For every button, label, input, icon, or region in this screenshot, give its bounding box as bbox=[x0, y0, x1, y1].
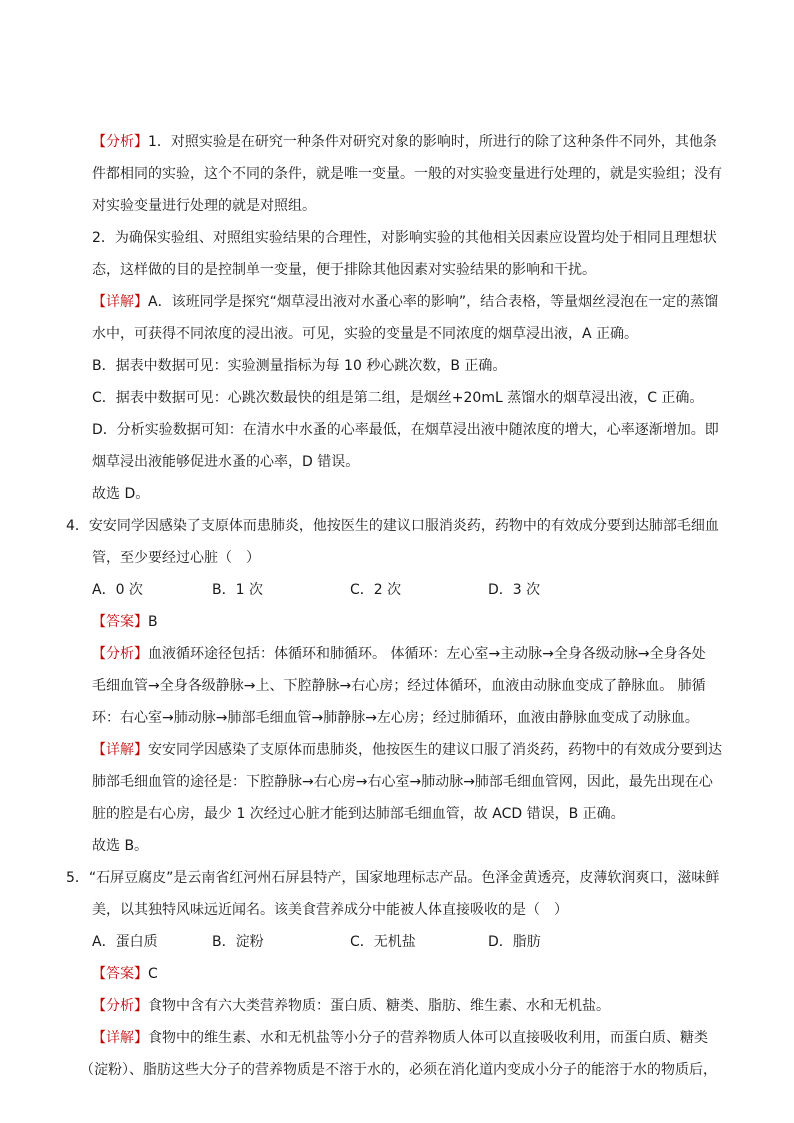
detail-paragraph-line: 【详解】A．该班同学是探究“烟草浸出液对水蚤心率的影响”，结合表格，等量烟丝浸泡在一定的蒸馏 bbox=[92, 294, 719, 310]
option-a: A．蛋白质 bbox=[92, 934, 158, 950]
question-4-options bbox=[92, 580, 652, 600]
answer-line: 【答案】B bbox=[92, 614, 158, 630]
question-5-options bbox=[92, 932, 652, 952]
analysis-paragraph-line: 对实验变量进行处理的就是对照组。 bbox=[92, 198, 316, 214]
detail-paragraph-line: 【详解】食物中的维生素、水和无机盐等小分子的营养物质人体可以直接吸收利用，而蛋白质、糖类 bbox=[92, 1030, 708, 1046]
detail-paragraph-line: 肺部毛细血管的途径是：下腔静脉→右心房→右心室→肺动脉→肺部毛细血管网，因此，最先出现在心 bbox=[92, 774, 713, 790]
analysis-paragraph-line: 2．为确保实验组、对照组实验结果的合理性，对影响实验的其他相关因素应设置均处于相同且理想状 bbox=[92, 230, 717, 246]
option-b: B．淀粉 bbox=[212, 934, 264, 950]
option-d: D．3 次 bbox=[488, 582, 541, 598]
analysis-paragraph-line: 环：右心室→肺动脉→肺部毛细血管→肺静脉→左心房；经过肺循环，血液由静脉血变成了动脉血。 bbox=[92, 710, 699, 726]
question-5-stem: 5．“石屏豆腐皮”是云南省红河州石屏县特产，国家地理标志产品。色泽金黄透亮，皮薄软润爽口，滋味鲜 bbox=[66, 870, 720, 886]
analysis-paragraph-line: 态，这样做的目的是控制单一变量，便于排除其他因素对实验结果的影响和干扰。 bbox=[92, 262, 596, 278]
detail-paragraph-line: 【详解】安安同学因感染了支原体而患肺炎，他按医生的建议口服了消炎药，药物中的有效成分要到达 bbox=[92, 742, 722, 758]
answer-tag: 【答案】 bbox=[92, 966, 148, 982]
option-c: C．无机盐 bbox=[350, 934, 416, 950]
option-b: B．1 次 bbox=[212, 582, 263, 598]
choose-line: 故选 B。 bbox=[92, 838, 149, 854]
analysis-paragraph-line: 【分析】血液循环途径包括：体循环和肺循环。 体循环：左心室→主动脉→全身各级动脉→全身各处 bbox=[92, 646, 706, 662]
analysis-paragraph-line: 件都相同的实验，这个不同的条件，就是唯一变量。一般的对实验变量进行处理的，就是实验组；没有 bbox=[92, 166, 722, 182]
question-5-stem: 美，以其独特风味远近闻名。该美食营养成分中能被人体直接吸收的是（ ） bbox=[92, 902, 568, 918]
detail-tag: 【详解】 bbox=[92, 1030, 148, 1046]
option-d: D．脂肪 bbox=[488, 934, 541, 950]
analysis-paragraph-line: 毛细血管→全身各级静脉→上、下腔静脉→右心房；经过体循环，血液由动脉血变成了静脉血。 肺循 bbox=[92, 678, 706, 694]
answer-line: 【答案】C bbox=[92, 966, 158, 982]
detail-paragraph-line: 水中，可获得不同浓度的浸出液。可见，实验的变量是不同浓度的烟草浸出液，A 正确。 bbox=[92, 326, 639, 342]
analysis-tag: 【分析】 bbox=[92, 134, 148, 150]
detail-paragraph-line: B．据表中数据可见：实验测量指标为每 10 秒心跳次数，B 正确。 bbox=[92, 358, 507, 374]
analysis-tag: 【分析】 bbox=[92, 646, 148, 662]
detail-paragraph-line: C．据表中数据可见：心跳次数最快的组是第二组，是烟丝+20mL 蒸馏水的烟草浸出液，C 正确。 bbox=[92, 390, 704, 406]
option-c: C．2 次 bbox=[350, 582, 402, 598]
analysis-tag: 【分析】 bbox=[92, 998, 148, 1014]
question-4-stem: 管，至少要经过心脏（ ） bbox=[92, 550, 260, 566]
detail-paragraph-line: D．分析实验数据可知：在清水中水蚤的心率最低，在烟草浸出液中随浓度的增大，心率逐渐增加。即 bbox=[92, 422, 719, 438]
analysis-paragraph-line: 【分析】食物中含有六大类营养物质：蛋白质、糖类、脂肪、维生素、水和无机盐。 bbox=[92, 998, 610, 1014]
choose-line: 故选 D。 bbox=[92, 486, 150, 502]
detail-paragraph-line: 脏的腔是右心房，最少 1 次经过心脏才能到达肺部毛细血管，故 ACD 错误，B 正确。 bbox=[92, 806, 625, 822]
detail-tag: 【详解】 bbox=[92, 742, 148, 758]
analysis-paragraph-line: 【分析】1．对照实验是在研究一种条件对研究对象的影响时，所进行的除了这种条件不同外，其他条 bbox=[92, 134, 717, 150]
option-a: A．0 次 bbox=[92, 582, 143, 598]
detail-paragraph-line: （淀粉）、脂肪这些大分子的营养物质是不溶于水的，必须在消化道内变成小分子的能溶于水的物质后， bbox=[80, 1062, 717, 1078]
detail-paragraph-line: 烟草浸出液能够促进水蚤的心率，D 错误。 bbox=[92, 454, 360, 470]
answer-tag: 【答案】 bbox=[92, 614, 148, 630]
detail-tag: 【详解】 bbox=[92, 294, 148, 310]
question-4-stem: 4．安安同学因感染了支原体而患肺炎，他按医生的建议口服消炎药，药物中的有效成分要到达肺部毛细血 bbox=[66, 518, 719, 534]
